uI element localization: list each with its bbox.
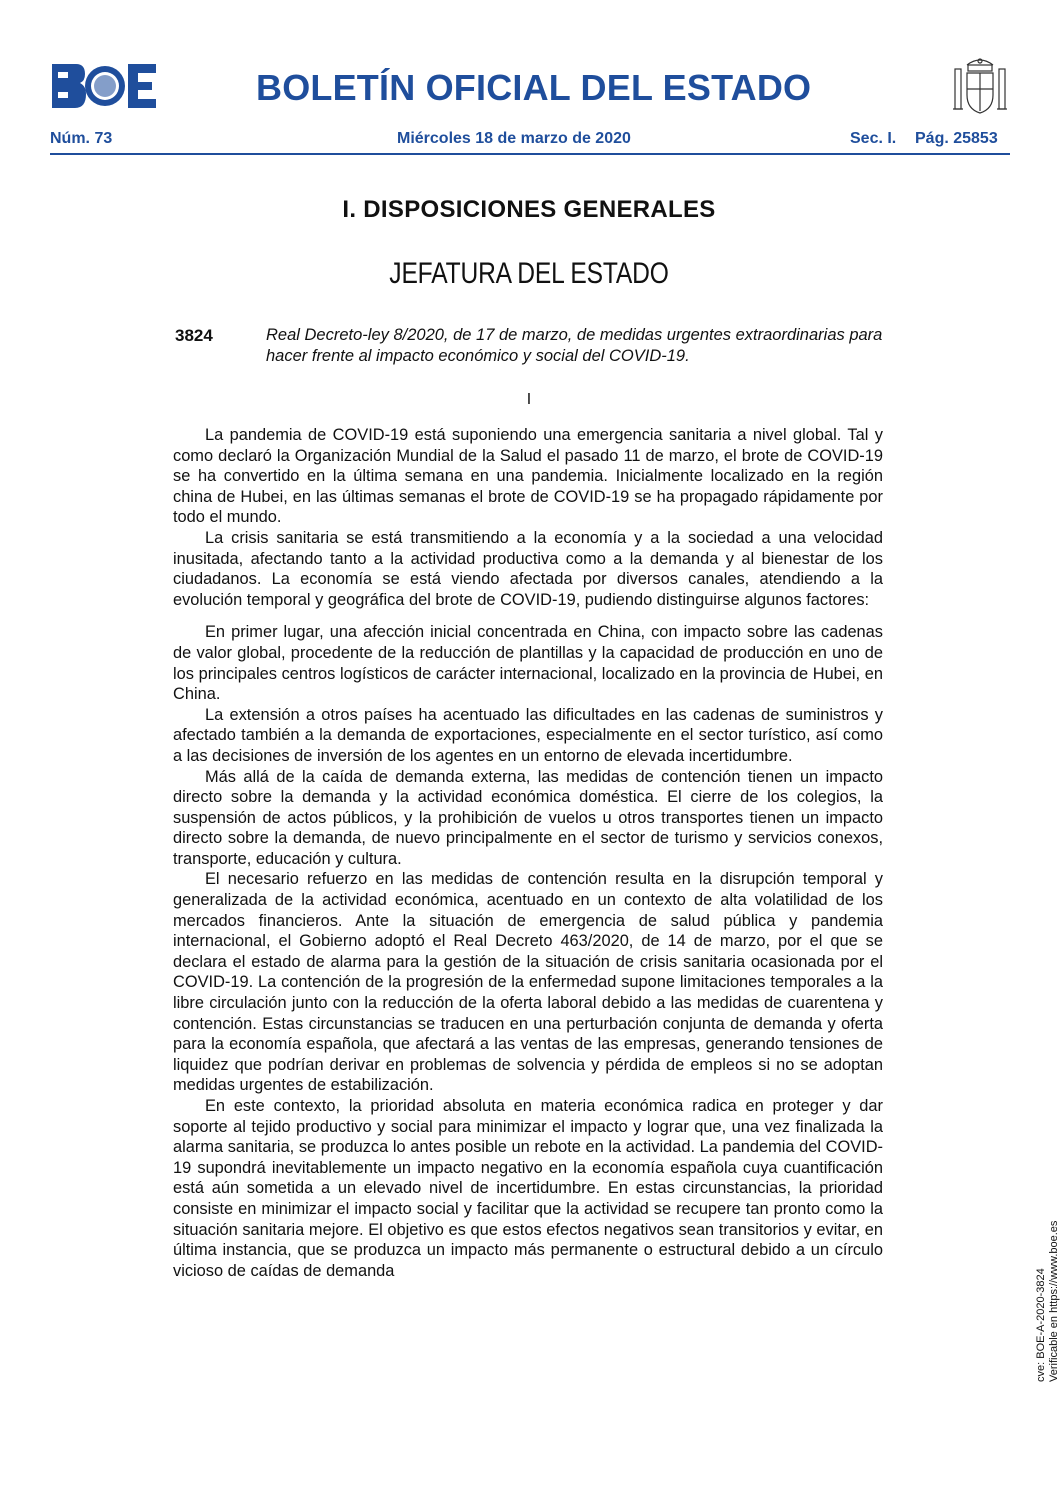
spain-coat-of-arms-icon — [951, 55, 1009, 117]
verification-note — [1035, 1221, 1061, 1382]
chapter-number: I — [526, 391, 532, 408]
issue-date: Miércoles 18 de marzo de 2020 — [397, 130, 631, 147]
cve-code: cve: BOE-A-2020-3824 — [1035, 1268, 1047, 1382]
department-heading: JEFATURA DEL ESTADO — [389, 257, 669, 290]
paragraph: En este contexto, la prioridad absoluta en materia económica radica en proteger y dar soporte al tejido productivo y social para minimizar el impacto y lograr que, una vez finalizada la alarma sanitaria, se produzca lo antes posible un rebote en la actividad. La pandemia del COVID-19 supondrá inevitablemente un impacto negativo en la economía española cuya cuantificación está aún sometida a un elevado nivel de incertidumbre. En estas circunstancias, la prioridad consiste en minimizar el impacto social y facilitar que la actividad se recupere tan pronto como la situación sanitaria mejore. El objetivo es que estos efectos negativos sean transitorios y evitar, en última instancia, que se produzca un impacto más permanente o estructural debido a un círculo vicioso de caídas de demanda — [173, 1097, 883, 1280]
page-number: Pág. 25853 — [915, 130, 998, 147]
document-body — [173, 425, 883, 1281]
section-heading: I. DISPOSICIONES GENERALES — [342, 196, 716, 223]
issue-info-row — [50, 130, 1010, 152]
paragraph: La pandemia de COVID-19 está suponiendo una emergencia sanitaria a nivel global. Tal y como declaró la Organización Mundial de la Salud el pasado 11 de marzo, el brote de COVID-19 se ha convertido en la última semana en una pandemia. Inicialmente localizado en la región china de Hubei, en las últimas semanas el brote de COVID-19 se ha propagado rápidamente por todo el mundo. — [173, 426, 883, 527]
boe-logo-icon — [52, 64, 156, 108]
publication-title: BOLETÍN OFICIAL DEL ESTADO — [256, 67, 812, 108]
paragraph: La crisis sanitaria se está transmitiendo a la economía y a la sociedad a una velocidad inusitada, afectando tanto a la actividad productiva como a la demanda y al bienestar de los ciudadanos. La economía se está viendo afectada por diversos canales, atendiendo a la evolución temporal y geográfica del brote de COVID-19, pudiendo distinguirse algunos factores: — [173, 528, 883, 609]
paragraph: En primer lugar, una afección inicial concentrada en China, con impacto sobre las cadenas de valor global, procedente de la reducción de plantillas y la capacidad de producción en uno de los principales centros logísticos de carácter internacional, localizado en la provincia de Hubei, en China. — [173, 623, 883, 704]
issue-number: Núm. 73 — [50, 130, 113, 147]
header-divider — [50, 153, 1010, 155]
paragraph: El necesario refuerzo en las medidas de contención resulta en la disrupción temporal y generalizada de la actividad económica, acentuado en un contexto de alta volatilidad de los mercados financieros. Ante la situación de emergencia de salud pública y pandemia internacional, el Gobierno adoptó el Real Decreto 463/2020, de 14 de marzo, por el que se declara el estado de alarma para la gestión de la situación de crisis sanitaria ocasionada por el COVID-19. La contención de la progresión de la enfermedad supone limitaciones temporales a la libre circulación junto con la reducción de la oferta laboral debido a las medidas de cuarentena y contención. Estas circunstancias se traducen en una perturbación conjunta de demanda y oferta para la economía española, que afectará a las ventas de las empresas, generando tensiones de liquidez que podrían derivar en problemas de solvencia y pérdida de empleos si no se adoptan medidas urgentes de estabilización. — [173, 870, 883, 1095]
verification-url: Verificable en https://www.boe.es — [1048, 1220, 1060, 1382]
paragraph: Más allá de la caída de demanda externa, las medidas de contención tienen un impacto directo sobre la demanda y la actividad económica doméstica. El cierre de los colegios, la suspensión de actos públicos, y la prohibición de vuelos u otros transportes tienen un impacto directo sobre la demanda, de nuevo principalmente en el sector de turismo y servicios conexos, transporte, educación y cultura. — [173, 767, 883, 868]
disposition-number: 3824 — [175, 326, 213, 345]
paragraph: La extensión a otros países ha acentuado las dificultades en las cadenas de suministros y afectado también a la demanda de exportaciones, especialmente en el sector turístico, así como a las decisiones de inversión de los agentes en un entorno de elevada incertidumbre. — [173, 705, 883, 765]
section-label: Sec. I. — [850, 130, 897, 147]
disposition-title: Real Decreto-ley 8/2020, de 17 de marzo, de medidas urgentes extraordinarias para hacer frente al impacto económico y social del COVID-19. — [266, 326, 883, 365]
